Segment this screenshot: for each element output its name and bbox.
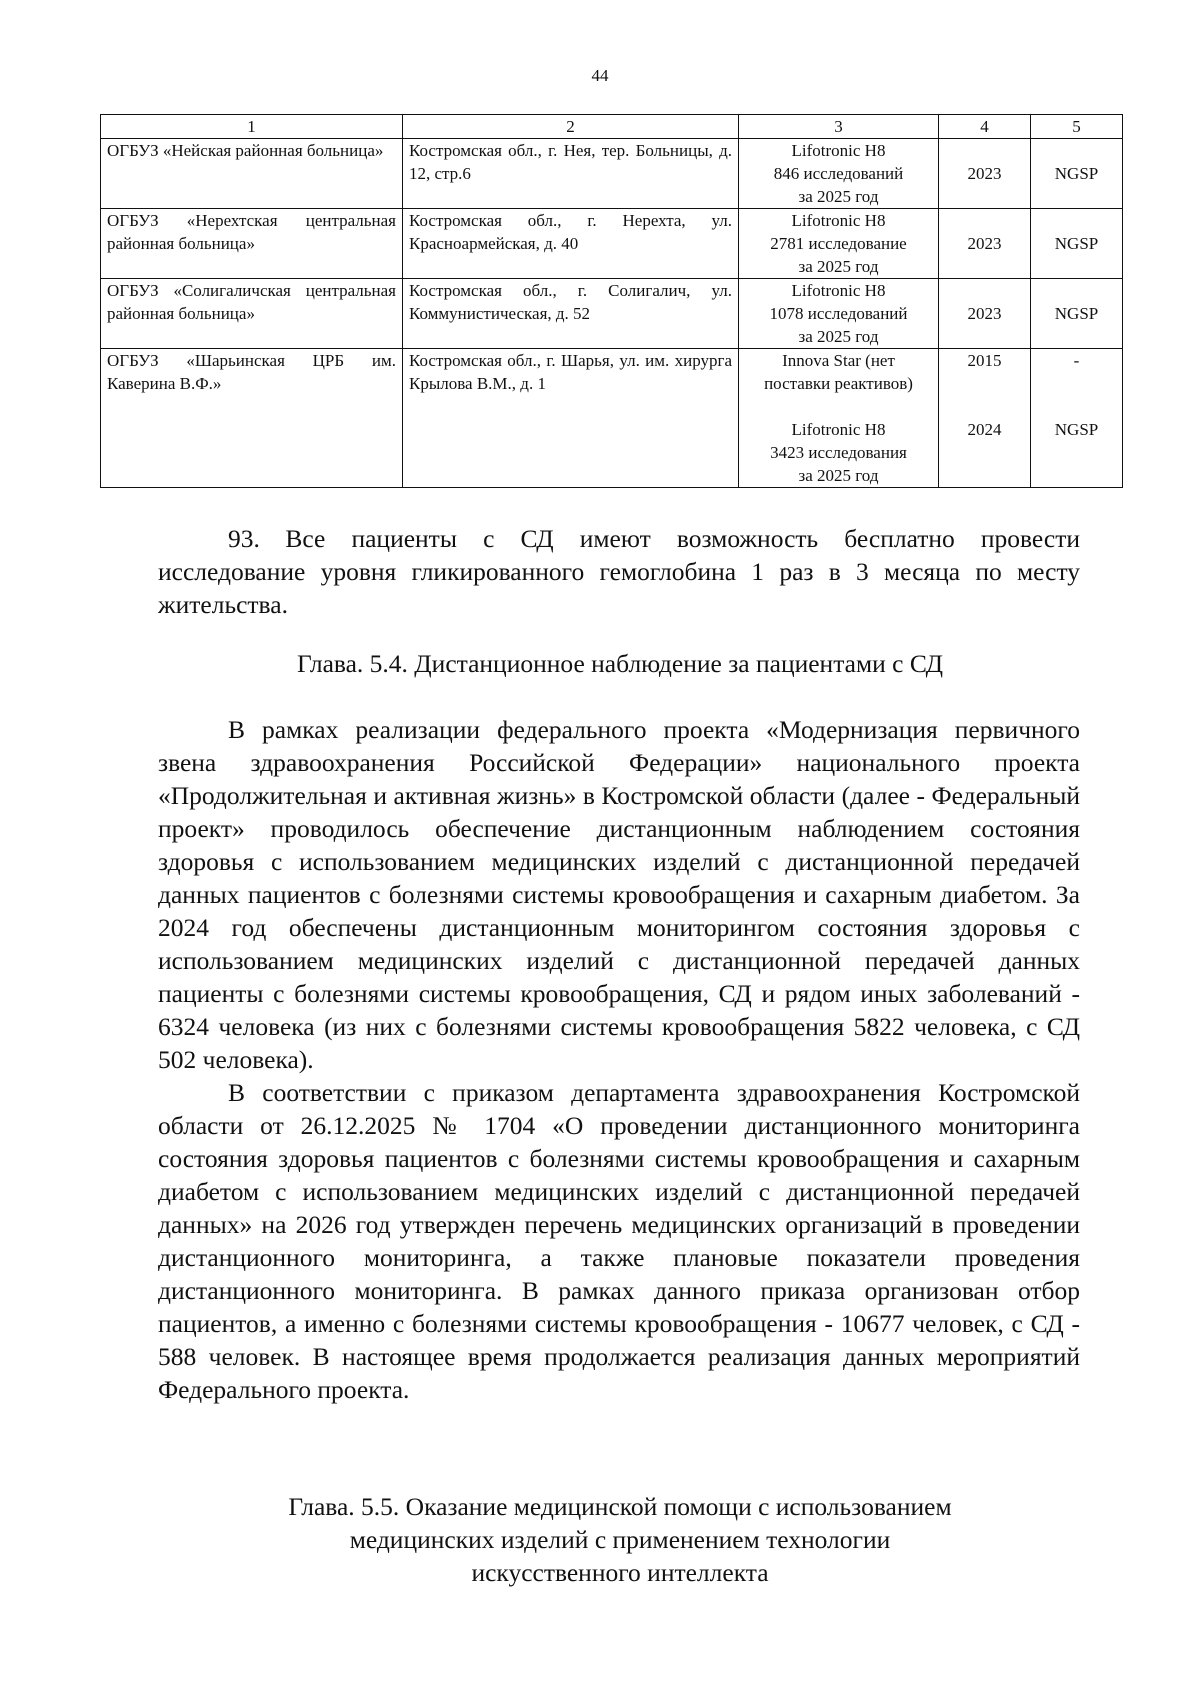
equipment-count: 3423 исследования [770,443,907,462]
heading-5-5-line: искусственного интеллекта [471,1558,769,1587]
cert-cell: NGSP [1031,139,1123,209]
equipment-note: поставки реактивов) [764,374,913,393]
cell-spacer [745,395,932,418]
equipment-cell [739,209,939,279]
equipment-table [100,114,1123,488]
equipment-cell [739,349,939,488]
heading-5-5-line: Глава. 5.5. Оказание медицинской помощи с использованием [288,1492,952,1521]
table-row [101,139,1123,209]
table-row [101,209,1123,279]
cert-cell: NGSP [1031,279,1123,349]
year-value: 2015 [967,351,1002,370]
address-cell: Костромская обл., г. Солигалич, ул. Коммунистическая, д. 52 [403,279,739,349]
equipment-count: 1078 исследований [769,304,908,323]
table-row [101,279,1123,349]
equipment-period: за 2025 год [798,257,879,276]
address-cell: Костромская обл., г. Шарья, ул. им. хирурга Крылова В.М., д. 1 [403,349,739,488]
cert-cell: NGSP [1031,209,1123,279]
paragraph-order-1704: В соответствии с приказом департамента здравоохранения Костромской области от 26.12.2025 № 1704 «О проведении дистанционного мониторинга состояния здоровья пациентов с болезнями системы кровообращения и сахарным диабетом с использованием медицинских изделий с дистанционной передачей данных» на 2026 год утвержден перечень медицинских организаций в проведении дистанционного мониторинга, а также плановые показатели проведения дистанционного мониторинга. В рамках данного приказа организован отбор пациентов, а именно с болезнями системы кровообращения - 10677 человек, с СД - 588 человек. В настоящее время продолжается реализация данных мероприятий Федерального проекта. [158,1078,1080,1404]
year-cell: 2023 [939,139,1031,209]
equipment-period: за 2025 год [798,466,879,485]
cell-spacer [945,372,1024,395]
table-header-cell: 1 [101,115,403,139]
heading-5-4: Глава. 5.4. Дистанционное наблюдение за пациентами с СД [297,649,943,678]
address-cell: Костромская обл., г. Нерехта, ул. Красноармейская, д. 40 [403,209,739,279]
paragraph-federal-project: В рамках реализации федерального проекта «Модернизация первичного звена здравоохранения Российской Федерации» национального проекта «Продолжительная и активная жизнь» в Костромской области (далее - Федеральный проект» проводилось обеспечение дистанционным наблюдением состояния здоровья с использованием медицинских изделий с дистанционной передачей данных пациентов с болезнями системы кровообращения и сахарным диабетом. За 2024 год обеспечены дистанционным мониторингом состояния здоровья с использованием медицинских изделий с дистанционной передачей данных пациенты с болезнями системы кровообращения, СД и рядом иных заболеваний - 6324 человека (из них с болезнями системы кровообращения 5822 человека, с СД 502 человека). [158,715,1080,1074]
year-cell [939,349,1031,488]
paragraph-93 [158,522,1080,621]
paragraph-93-text: 93. Все пациенты с СД имеют возможность бесплатно провести исследование уровня гликированного гемоглобина 1 раз в 3 месяца по месту жительства. [158,524,1080,619]
year-value: 2024 [967,420,1002,439]
cell-spacer [1037,395,1116,418]
equipment-cell [739,139,939,209]
heading-5-5 [150,1490,1090,1589]
org-cell: ОГБУЗ «Нейская районная больница» [101,139,403,209]
org-cell: ОГБУЗ «Солигаличская центральная районная больница» [101,279,403,349]
equipment-model: Lifotronic H8 [791,281,886,300]
section-5-4-body [158,713,1080,1406]
equipment-period: за 2025 год [798,187,879,206]
equipment-model: Lifotronic H8 [791,211,886,230]
equipment-model: Lifotronic H8 [791,420,886,439]
cert-value: NGSP [1054,420,1099,439]
equipment-count: 2781 исследование [770,234,907,253]
org-cell: ОГБУЗ «Шарьинская ЦРБ им. Каверина В.Ф.» [101,349,403,488]
table-header-cell: 5 [1031,115,1123,139]
table-header-cell: 3 [739,115,939,139]
table-header-row [101,115,1123,139]
table-row [101,349,1123,488]
cert-value: - [1073,351,1080,370]
year-cell: 2023 [939,279,1031,349]
cell-spacer [945,395,1024,418]
table-header-cell: 4 [939,115,1031,139]
cert-cell [1031,349,1123,488]
table-header-cell: 2 [403,115,739,139]
address-cell: Костромская обл., г. Нея, тер. Больницы, д. 12, стр.6 [403,139,739,209]
page-number: 44 [591,66,609,85]
equipment-model: Innova Star (нет [782,351,895,370]
equipment-period: за 2025 год [798,327,879,346]
year-cell: 2023 [939,209,1031,279]
org-cell: ОГБУЗ «Нерехтская центральная районная больница» [101,209,403,279]
cell-spacer [1037,372,1116,395]
equipment-cell [739,279,939,349]
equipment-model: Lifotronic H8 [791,141,886,160]
equipment-count: 846 исследований [773,164,904,183]
heading-5-5-line: медицинских изделий с применением технологии [349,1525,891,1554]
